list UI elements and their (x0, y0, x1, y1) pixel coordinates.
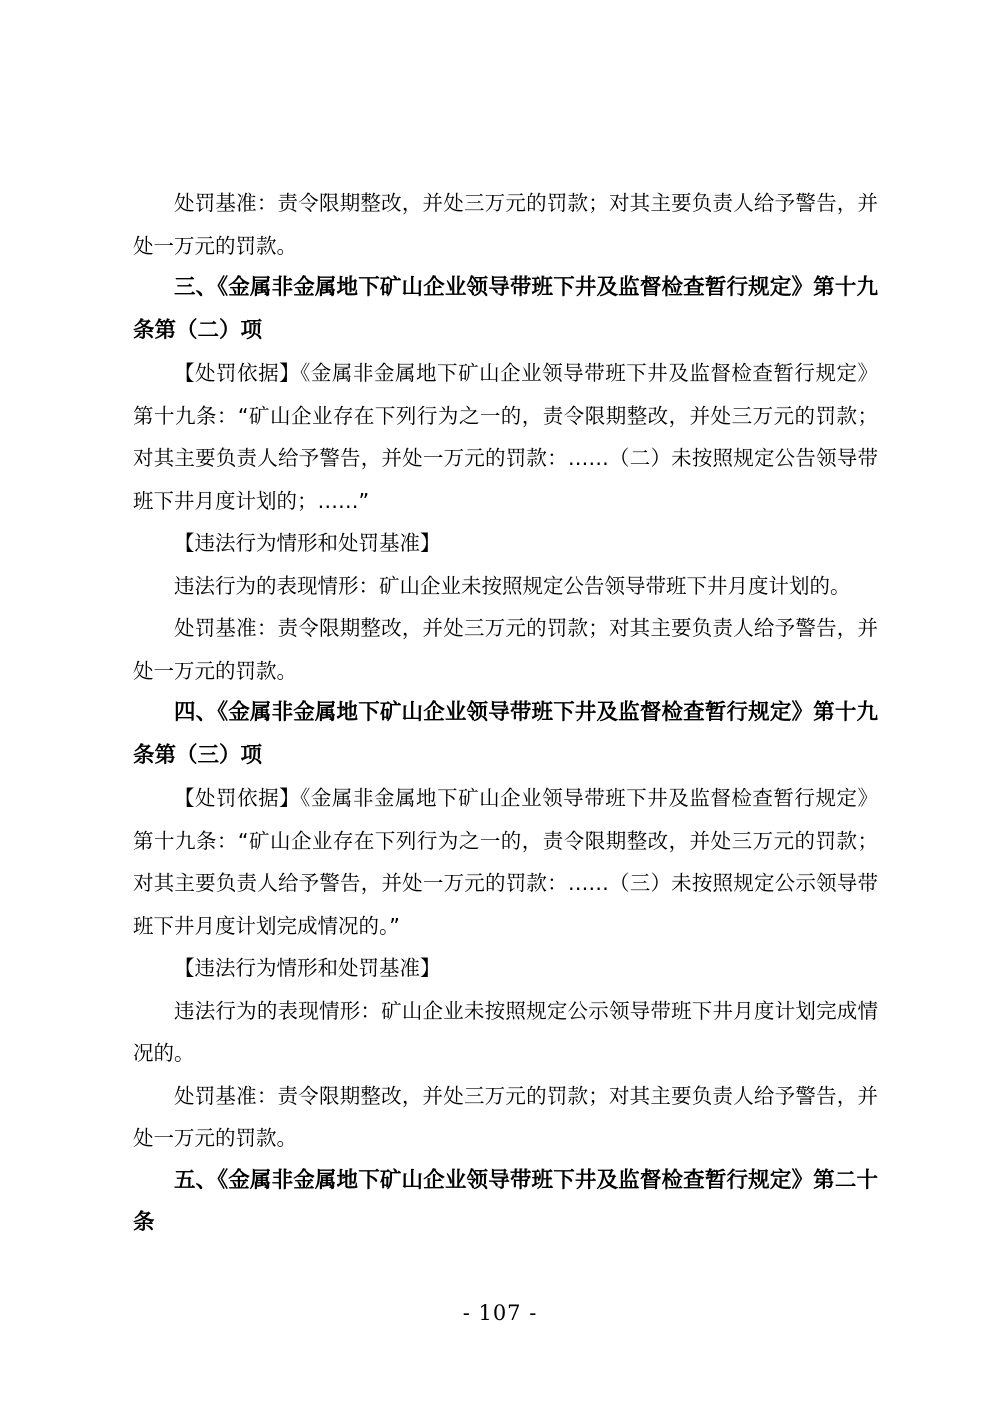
violation-description-paragraph: 违法行为的表现情形：矿山企业未按照规定公告领导带班下井月度计划的。 (174, 573, 851, 598)
penalty-basis-paragraph: 【处罚依据】《金属非金属地下矿山企业领导带班下井及监督检查暂行规定》第十九条：“矿山企业存在下列行为之一的，责令限期整改，并处三万元的罚款；对其主要负责人给予警告，并处一万元的罚款：……（三）未按照规定公示领导带班下井月度计划完成情况的。” (133, 786, 878, 938)
violation-criteria-label: 【违法行为情形和处罚基准】 (174, 956, 441, 980)
penalty-standard-paragraph: 处罚基准：责令限期整改，并处三万元的罚款；对其主要负责人给予警告，并处一万元的罚款。 (133, 616, 878, 683)
section-heading-3: 三、《金属非金属地下矿山企业领导带班下井及监督检查暂行规定》第十九条第（二）项 (133, 275, 878, 343)
penalty-basis-paragraph: 【处罚依据】《金属非金属地下矿山企业领导带班下井及监督检查暂行规定》第十九条：“矿山企业存在下列行为之一的，责令限期整改，并处三万元的罚款；对其主要负责人给予警告，并处一万元的罚款：……（二）未按照规定公告领导带班下井月度计划的；……” (133, 361, 878, 513)
section-heading-5: 五、《金属非金属地下矿山企业领导带班下井及监督检查暂行规定》第二十条 (133, 1167, 878, 1235)
section-heading-4: 四、《金属非金属地下矿山企业领导带班下井及监督检查暂行规定》第十九条第（三）项 (133, 700, 878, 768)
document-body (133, 182, 878, 1245)
page-number: - 107 - (462, 1301, 538, 1325)
penalty-standard-paragraph: 处罚基准：责令限期整改，并处三万元的罚款；对其主要负责人给予警告，并处一万元的罚款。 (133, 191, 878, 258)
violation-criteria-label: 【违法行为情形和处罚基准】 (174, 531, 441, 555)
violation-description-paragraph: 违法行为的表现情形：矿山企业未按照规定公示领导带班下井月度计划完成情况的。 (133, 998, 878, 1065)
penalty-standard-paragraph: 处罚基准：责令限期整改，并处三万元的罚款；对其主要负责人给予警告，并处一万元的罚款。 (133, 1083, 878, 1150)
